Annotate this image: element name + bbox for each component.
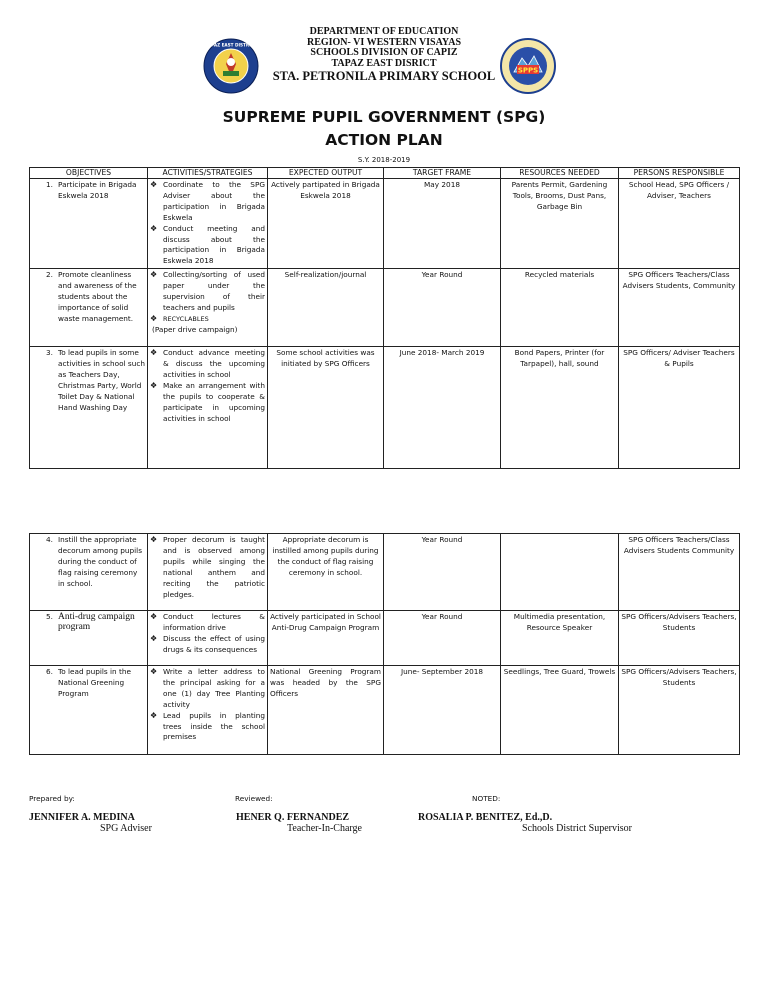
- header-frame: TARGET FRAME: [384, 168, 501, 179]
- reviewed-role: Teacher-In-Charge: [287, 823, 362, 834]
- resources-cell: Parents Permit, Gardening Tools, Brooms, Dust Pans, Garbage Bin: [501, 179, 619, 269]
- output-cell: Some school activities was initiated by SPG Officers: [268, 347, 384, 469]
- activity-item: ❖ RECYCLABLES: [150, 313, 209, 323]
- signature-labels: [0, 794, 768, 806]
- diamond-bullet-icon: ❖: [150, 612, 158, 621]
- objective-cell: [30, 666, 148, 755]
- table-row: [30, 269, 740, 347]
- dept-line: DEPARTMENT OF EDUCATION: [309, 26, 459, 37]
- table-row: [30, 347, 740, 469]
- header-objectives: OBJECTIVES: [30, 168, 148, 179]
- persons-cell: SPG Officers/Advisers Teachers, Students: [619, 611, 740, 666]
- objective-cell: [30, 611, 148, 666]
- diamond-bullet-icon: ❖: [150, 535, 158, 544]
- logo-right-text: SPPS: [517, 66, 539, 75]
- header-output: EXPECTED OUTPUT: [268, 168, 384, 179]
- persons-cell: SPG Officers Teachers/Class Advisers Students Community: [619, 534, 740, 611]
- activities-cell: [148, 179, 268, 269]
- header-activities: ACTIVITIES/STRATEGIES: [148, 168, 268, 179]
- logo-left-text: TAPAZ EAST DISTRICT: [205, 42, 257, 48]
- activities-cell: [148, 347, 268, 469]
- row-number: 3.: [46, 348, 53, 358]
- district-line: TAPAZ EAST DISRICT: [331, 57, 437, 69]
- prepared-label: Prepared by:: [29, 794, 75, 803]
- signature-block: [0, 812, 768, 836]
- resources-cell: Recycled materials: [501, 269, 619, 347]
- table-row: [30, 666, 740, 755]
- frame-cell: June 2018- March 2019: [384, 347, 501, 469]
- document-title: SUPREME PUPIL GOVERNMENT (SPG): [222, 108, 546, 126]
- school-year: S.Y. 2018-2019: [357, 156, 411, 164]
- resources-cell: [501, 534, 619, 611]
- reviewed-name: HENER Q. FERNANDEZ: [236, 812, 350, 823]
- frame-cell: June- September 2018: [384, 666, 501, 755]
- resources-cell: Bond Papers, Printer (for Tarpapel), hall, sound: [501, 347, 619, 469]
- objective-cell: [30, 269, 148, 347]
- activities-cell: [148, 666, 268, 755]
- table-row: [30, 534, 740, 611]
- row-number: 4.: [46, 535, 53, 544]
- table-row: [30, 611, 740, 666]
- header-resources: RESOURCES NEEDED: [501, 168, 619, 179]
- action-plan-table-1: [29, 167, 740, 469]
- output-cell: Appropriate decorum is instilled among pupils during the conduct of flag raising ceremony in school.: [268, 534, 384, 611]
- objective-text: Anti-drug campaign program: [58, 612, 135, 632]
- header-persons: PERSONS RESPONSIBLE: [619, 168, 740, 179]
- frame-cell: May 2018: [384, 179, 501, 269]
- objective-text: Promote cleanliness and awareness of the students about the importance of solid waste management.: [58, 270, 137, 323]
- noted-role: Schools District Supervisor: [522, 823, 632, 834]
- reviewed-label: Reviewed:: [235, 794, 273, 803]
- output-cell: Self-realization/journal: [268, 269, 384, 347]
- noted-name: ROSALIA P. BENITEZ, Ed.,D.: [418, 812, 553, 823]
- persons-cell: SPG Officers/ Adviser Teachers & Pupils: [619, 347, 740, 469]
- diamond-bullet-icon: ❖: [150, 223, 158, 233]
- activity-item: ❖ Conduct lectures & information drive: [150, 612, 265, 632]
- row-number: 6.: [46, 667, 53, 676]
- letterhead: [0, 27, 768, 87]
- activity-item: ❖ Coordinate to the SPG Adviser about the participation in Brigada Eskwela: [150, 180, 265, 222]
- objective-text: To lead pupils in the National Greening Program: [58, 667, 131, 698]
- document-subtitle: ACTION PLAN: [325, 131, 443, 149]
- frame-cell: Year Round: [384, 534, 501, 611]
- activities-cell: [148, 611, 268, 666]
- row-number: 5.: [46, 612, 53, 621]
- output-cell: National Greening Program was headed by the SPG Officers: [268, 666, 384, 755]
- frame-cell: Year Round: [384, 269, 501, 347]
- diamond-bullet-icon: ❖: [150, 313, 158, 323]
- activity-item: ❖ Discuss the effect of using drugs & its consequences: [150, 633, 265, 654]
- table-row: [30, 179, 740, 269]
- objective-text: Participate in Brigada Eskwela 2018: [58, 180, 137, 200]
- diamond-bullet-icon: ❖: [150, 348, 158, 358]
- activity-item: ❖ Make an arrangement with the pupils to cooperate & participate in upcoming activities in school: [150, 380, 265, 423]
- diamond-bullet-icon: ❖: [150, 380, 158, 390]
- objective-text: Instill the appropriate decorum among pupils during the conduct of flag raising ceremony in school.: [58, 535, 143, 588]
- diamond-bullet-icon: ❖: [150, 180, 158, 189]
- activity-item: ❖ Proper decorum is taught and is observed among pupils while singing the national anthem and reciting the patriotic pledges.: [150, 535, 265, 599]
- activities-cell: [148, 269, 268, 347]
- region-line: REGION- VI WESTERN VISAYAS: [306, 36, 462, 48]
- activity-item: ❖ Write a letter address to the principal asking for a one (1) day Tree Planting activity: [150, 667, 265, 709]
- activities-cell: [148, 534, 268, 611]
- output-cell: Actively participated in School Anti-Drug Campaign Program: [268, 611, 384, 666]
- persons-cell: SPG Officers Teachers/Class Advisers Students, Community: [619, 269, 740, 347]
- row-number: 1.: [46, 180, 53, 189]
- activity-item: ❖ Conduct meeting and discuss about the participation in Brigada Eskwela 2018: [150, 223, 265, 266]
- objective-text: To lead pupils in some activities in school such as Teachers Day, Christmas Party, World Toilet Day & National Hand Washing Day: [58, 348, 145, 412]
- district-seal-logo: [203, 38, 259, 94]
- school-seal-logo: [500, 38, 556, 94]
- diamond-bullet-icon: ❖: [150, 710, 158, 720]
- letterhead-text: [0, 27, 768, 84]
- objective-cell: [30, 179, 148, 269]
- frame-cell: Year Round: [384, 611, 501, 666]
- activity-item: ❖ Lead pupils in planting trees inside the school premises: [150, 710, 265, 742]
- prepared-name: JENNIFER A. MEDINA: [29, 812, 135, 823]
- activity-item: ❖ Conduct advance meeting & discuss the upcoming activities in school: [150, 348, 265, 380]
- action-plan-table-2: [29, 533, 740, 755]
- noted-label: NOTED:: [472, 794, 501, 803]
- activity-note: (Paper drive campaign): [152, 324, 238, 334]
- table-header-row: [30, 168, 740, 179]
- objective-cell: [30, 347, 148, 469]
- persons-cell: School Head, SPG Officers / Adviser, Teachers: [619, 179, 740, 269]
- school-name: STA. PETRONILA PRIMARY SCHOOL: [272, 69, 496, 83]
- prepared-role: SPG Adviser: [100, 823, 152, 834]
- objective-cell: [30, 534, 148, 611]
- output-cell: Actively partipated in Brigada Eskwela 2018: [268, 179, 384, 269]
- resources-cell: Seedlings, Tree Guard, Trowels: [501, 666, 619, 755]
- resources-cell: Multimedia presentation, Resource Speaker: [501, 611, 619, 666]
- division-line: SCHOOLS DIVISION OF CAPIZ: [310, 47, 458, 58]
- diamond-bullet-icon: ❖: [150, 633, 158, 643]
- row-number: 2.: [46, 270, 53, 280]
- diamond-bullet-icon: ❖: [150, 270, 158, 280]
- persons-cell: SPG Officers/Advisers Teachers, Students: [619, 666, 740, 755]
- diamond-bullet-icon: ❖: [150, 667, 158, 676]
- activity-item: ❖ Collecting/sorting of used paper under the supervision of their teachers and pupils: [150, 270, 265, 312]
